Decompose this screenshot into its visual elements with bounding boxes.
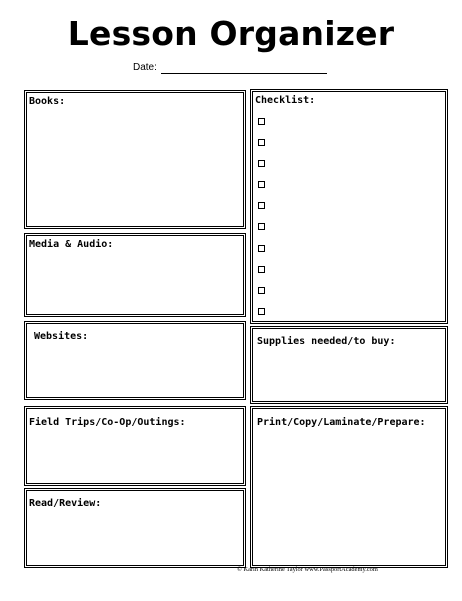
checklist-checkbox[interactable] <box>258 287 265 294</box>
date-field-line[interactable] <box>161 63 327 74</box>
page-title: Lesson Organizer <box>67 14 395 53</box>
checklist-label: Checklist: <box>255 95 316 106</box>
read-review-box[interactable] <box>24 488 246 568</box>
checklist-checkbox[interactable] <box>258 223 265 230</box>
books-label: Books: <box>29 96 66 107</box>
checklist-checkbox[interactable] <box>258 202 265 209</box>
checklist-box[interactable] <box>250 89 448 324</box>
checklist-checkbox[interactable] <box>258 160 265 167</box>
read-review-label: Read/Review: <box>29 498 102 509</box>
checklist-checkbox[interactable] <box>258 139 265 146</box>
checklist-checkbox[interactable] <box>258 118 265 125</box>
date-row <box>133 62 327 74</box>
supplies-box[interactable] <box>250 326 448 404</box>
print-copy-label: Print/Copy/Laminate/Prepare: <box>257 417 426 428</box>
checklist-checkbox[interactable] <box>258 266 265 273</box>
field-trips-label: Field Trips/Co-Op/Outings: <box>29 417 186 428</box>
supplies-label: Supplies needed/to buy: <box>257 336 396 347</box>
websites-box[interactable] <box>24 321 246 400</box>
books-box[interactable] <box>24 90 246 229</box>
print-copy-box[interactable] <box>250 406 448 568</box>
websites-label: Websites: <box>34 331 89 342</box>
checklist-checkbox[interactable] <box>258 181 265 188</box>
copyright-footer: © Karin Katherine Taylor www.PassportAcademy.com <box>237 566 378 573</box>
date-label: Date: <box>133 62 157 73</box>
field-trips-box[interactable] <box>24 406 246 486</box>
checklist-items <box>258 118 265 329</box>
media-audio-box[interactable] <box>24 233 246 317</box>
media-audio-label: Media & Audio: <box>29 239 114 250</box>
checklist-checkbox[interactable] <box>258 245 265 252</box>
checklist-checkbox[interactable] <box>258 308 265 315</box>
